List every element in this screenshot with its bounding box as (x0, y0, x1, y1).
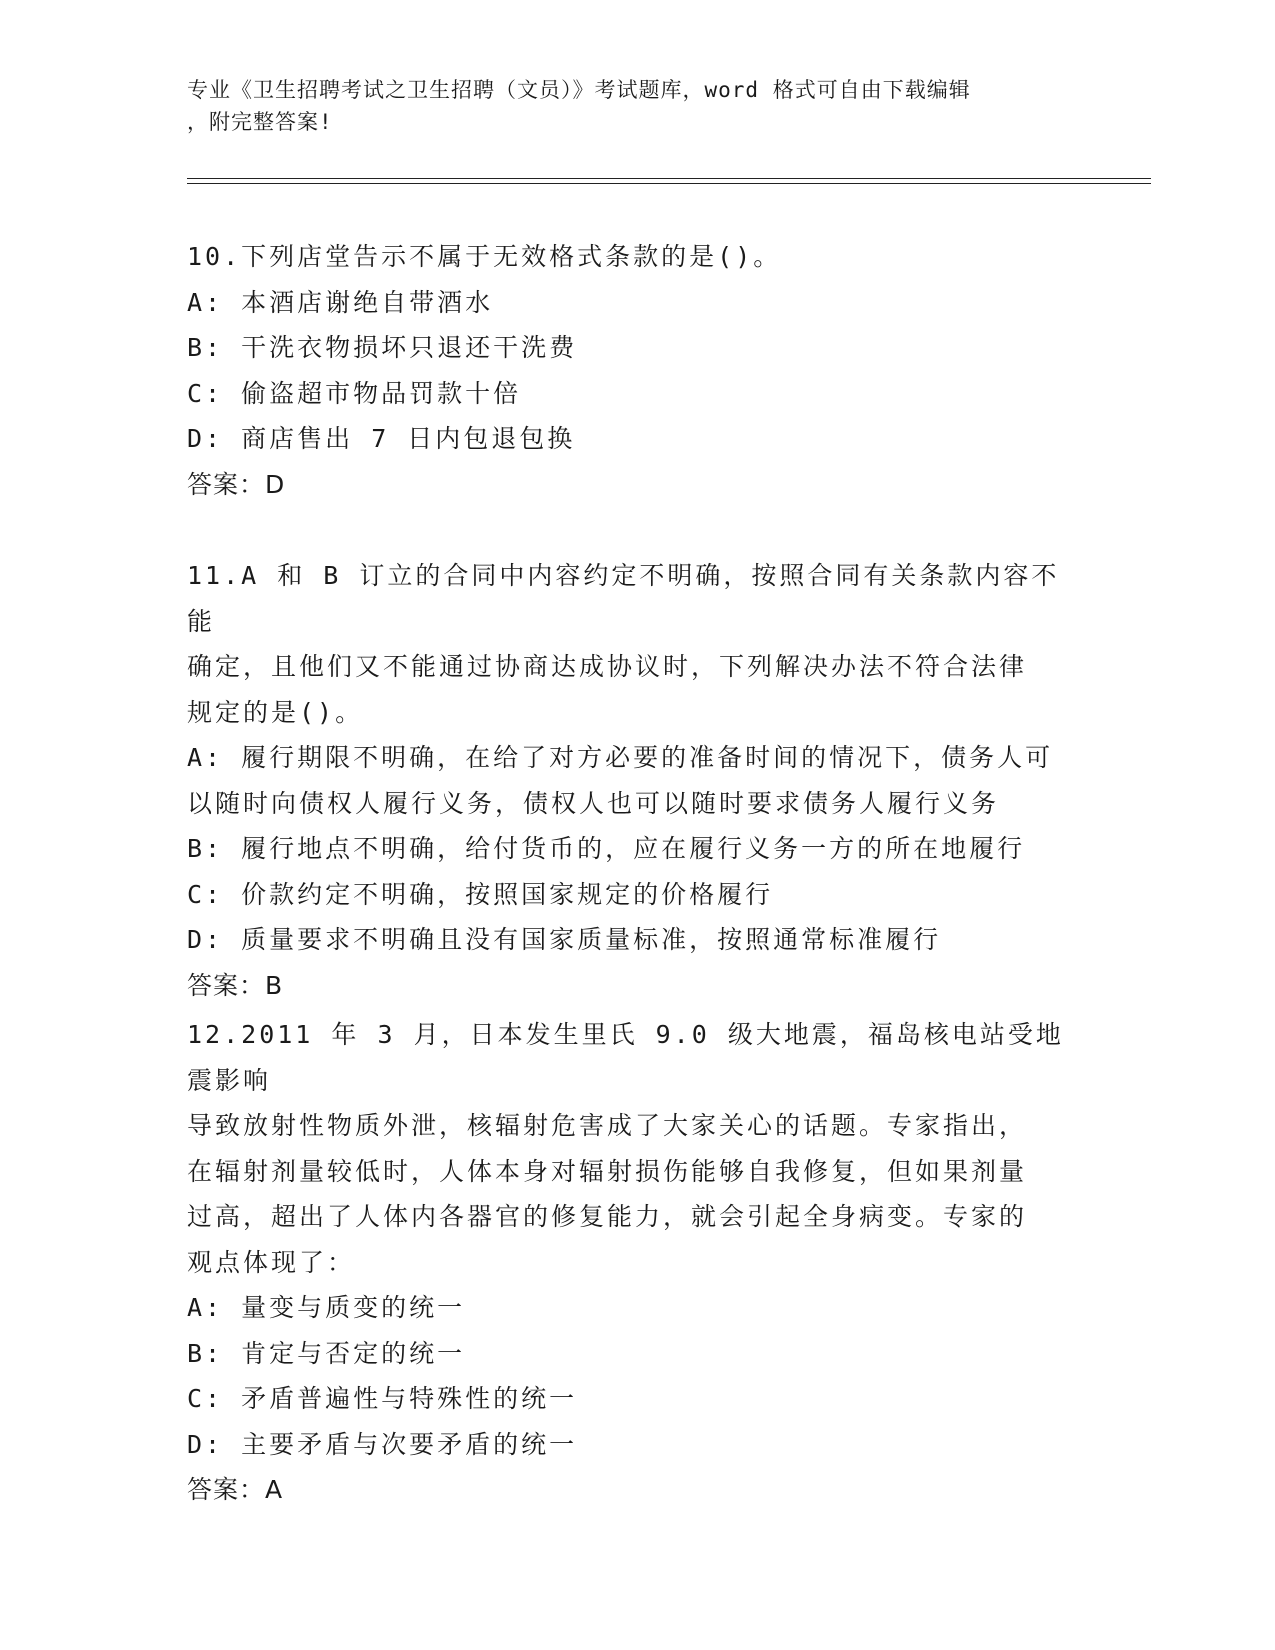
document-header (187, 74, 1087, 138)
header-line-1: 专业《卫生招聘考试之卫生招聘（文员）》考试题库，word 格式可自由下载编辑 (187, 78, 971, 102)
option-b: B: 肯定与否定的统一 (187, 1338, 466, 1368)
option-c: C: 偷盗超市物品罚款十倍 (187, 378, 522, 408)
option-a-continued: 以随时向债权人履行义务，债权人也可以随时要求债务人履行义务 (187, 788, 1000, 818)
question-stem-line: 观点体现了： (187, 1247, 356, 1277)
option-a: A: 本酒店谢绝自带酒水 (187, 287, 494, 317)
option-c: C: 矛盾普遍性与特殊性的统一 (187, 1384, 578, 1413)
question-stem-line: 12.2011 年 3 月，日本发生里氏 9.0 级大地震，福岛核电站受地震影响 (187, 1020, 1064, 1095)
question-stem-line: 在辐射剂量较低时，人体本身对辐射损伤能够自我修复，但如果剂量 (187, 1156, 1028, 1186)
option-a: A: 量变与质变的统一 (187, 1293, 466, 1322)
option-d: D: 质量要求不明确且没有国家质量标准，按照通常标准履行 (187, 925, 942, 954)
question-11 (187, 553, 1087, 1008)
question-12 (187, 1012, 1087, 1513)
header-line-2: ，附完整答案! (187, 110, 333, 134)
option-b: B: 履行地点不明确，给付货币的，应在履行义务一方的所在地履行 (187, 834, 1026, 863)
header-divider-bottom (187, 183, 1151, 184)
answer-label: 答案：A (187, 1475, 284, 1504)
question-stem-line: 规定的是()。 (187, 697, 364, 727)
question-stem-line: 11.A 和 B 订立的合同中内容约定不明确，按照合同有关条款内容不能 (187, 561, 1060, 636)
question-stem-line: 过高，超出了人体内各器官的修复能力，就会引起全身病变。专家的 (187, 1202, 1028, 1231)
header-divider-top (187, 178, 1151, 179)
option-b: B: 干洗衣物损坏只退还干洗费 (187, 333, 578, 362)
option-a: A: 履行期限不明确，在给了对方必要的准备时间的情况下，债务人可 (187, 743, 1054, 772)
option-d: D: 商店售出 7 日内包退包换 (187, 424, 576, 453)
option-c: C: 价款约定不明确，按照国家规定的价格履行 (187, 879, 774, 909)
question-stem-line: 10.下列店堂告示不属于无效格式条款的是()。 (187, 242, 782, 271)
answer-label: 答案：B (187, 970, 284, 1000)
question-stem-line: 导致放射性物质外泄，核辐射危害成了大家关心的话题。专家指出， (187, 1111, 1028, 1140)
question-stem-line: 确定，且他们又不能通过协商达成协议时，下列解决办法不符合法律 (187, 652, 1028, 681)
question-10 (187, 234, 1087, 507)
option-d: D: 主要矛盾与次要矛盾的统一 (187, 1429, 578, 1459)
answer-label: 答案：D (187, 469, 286, 499)
